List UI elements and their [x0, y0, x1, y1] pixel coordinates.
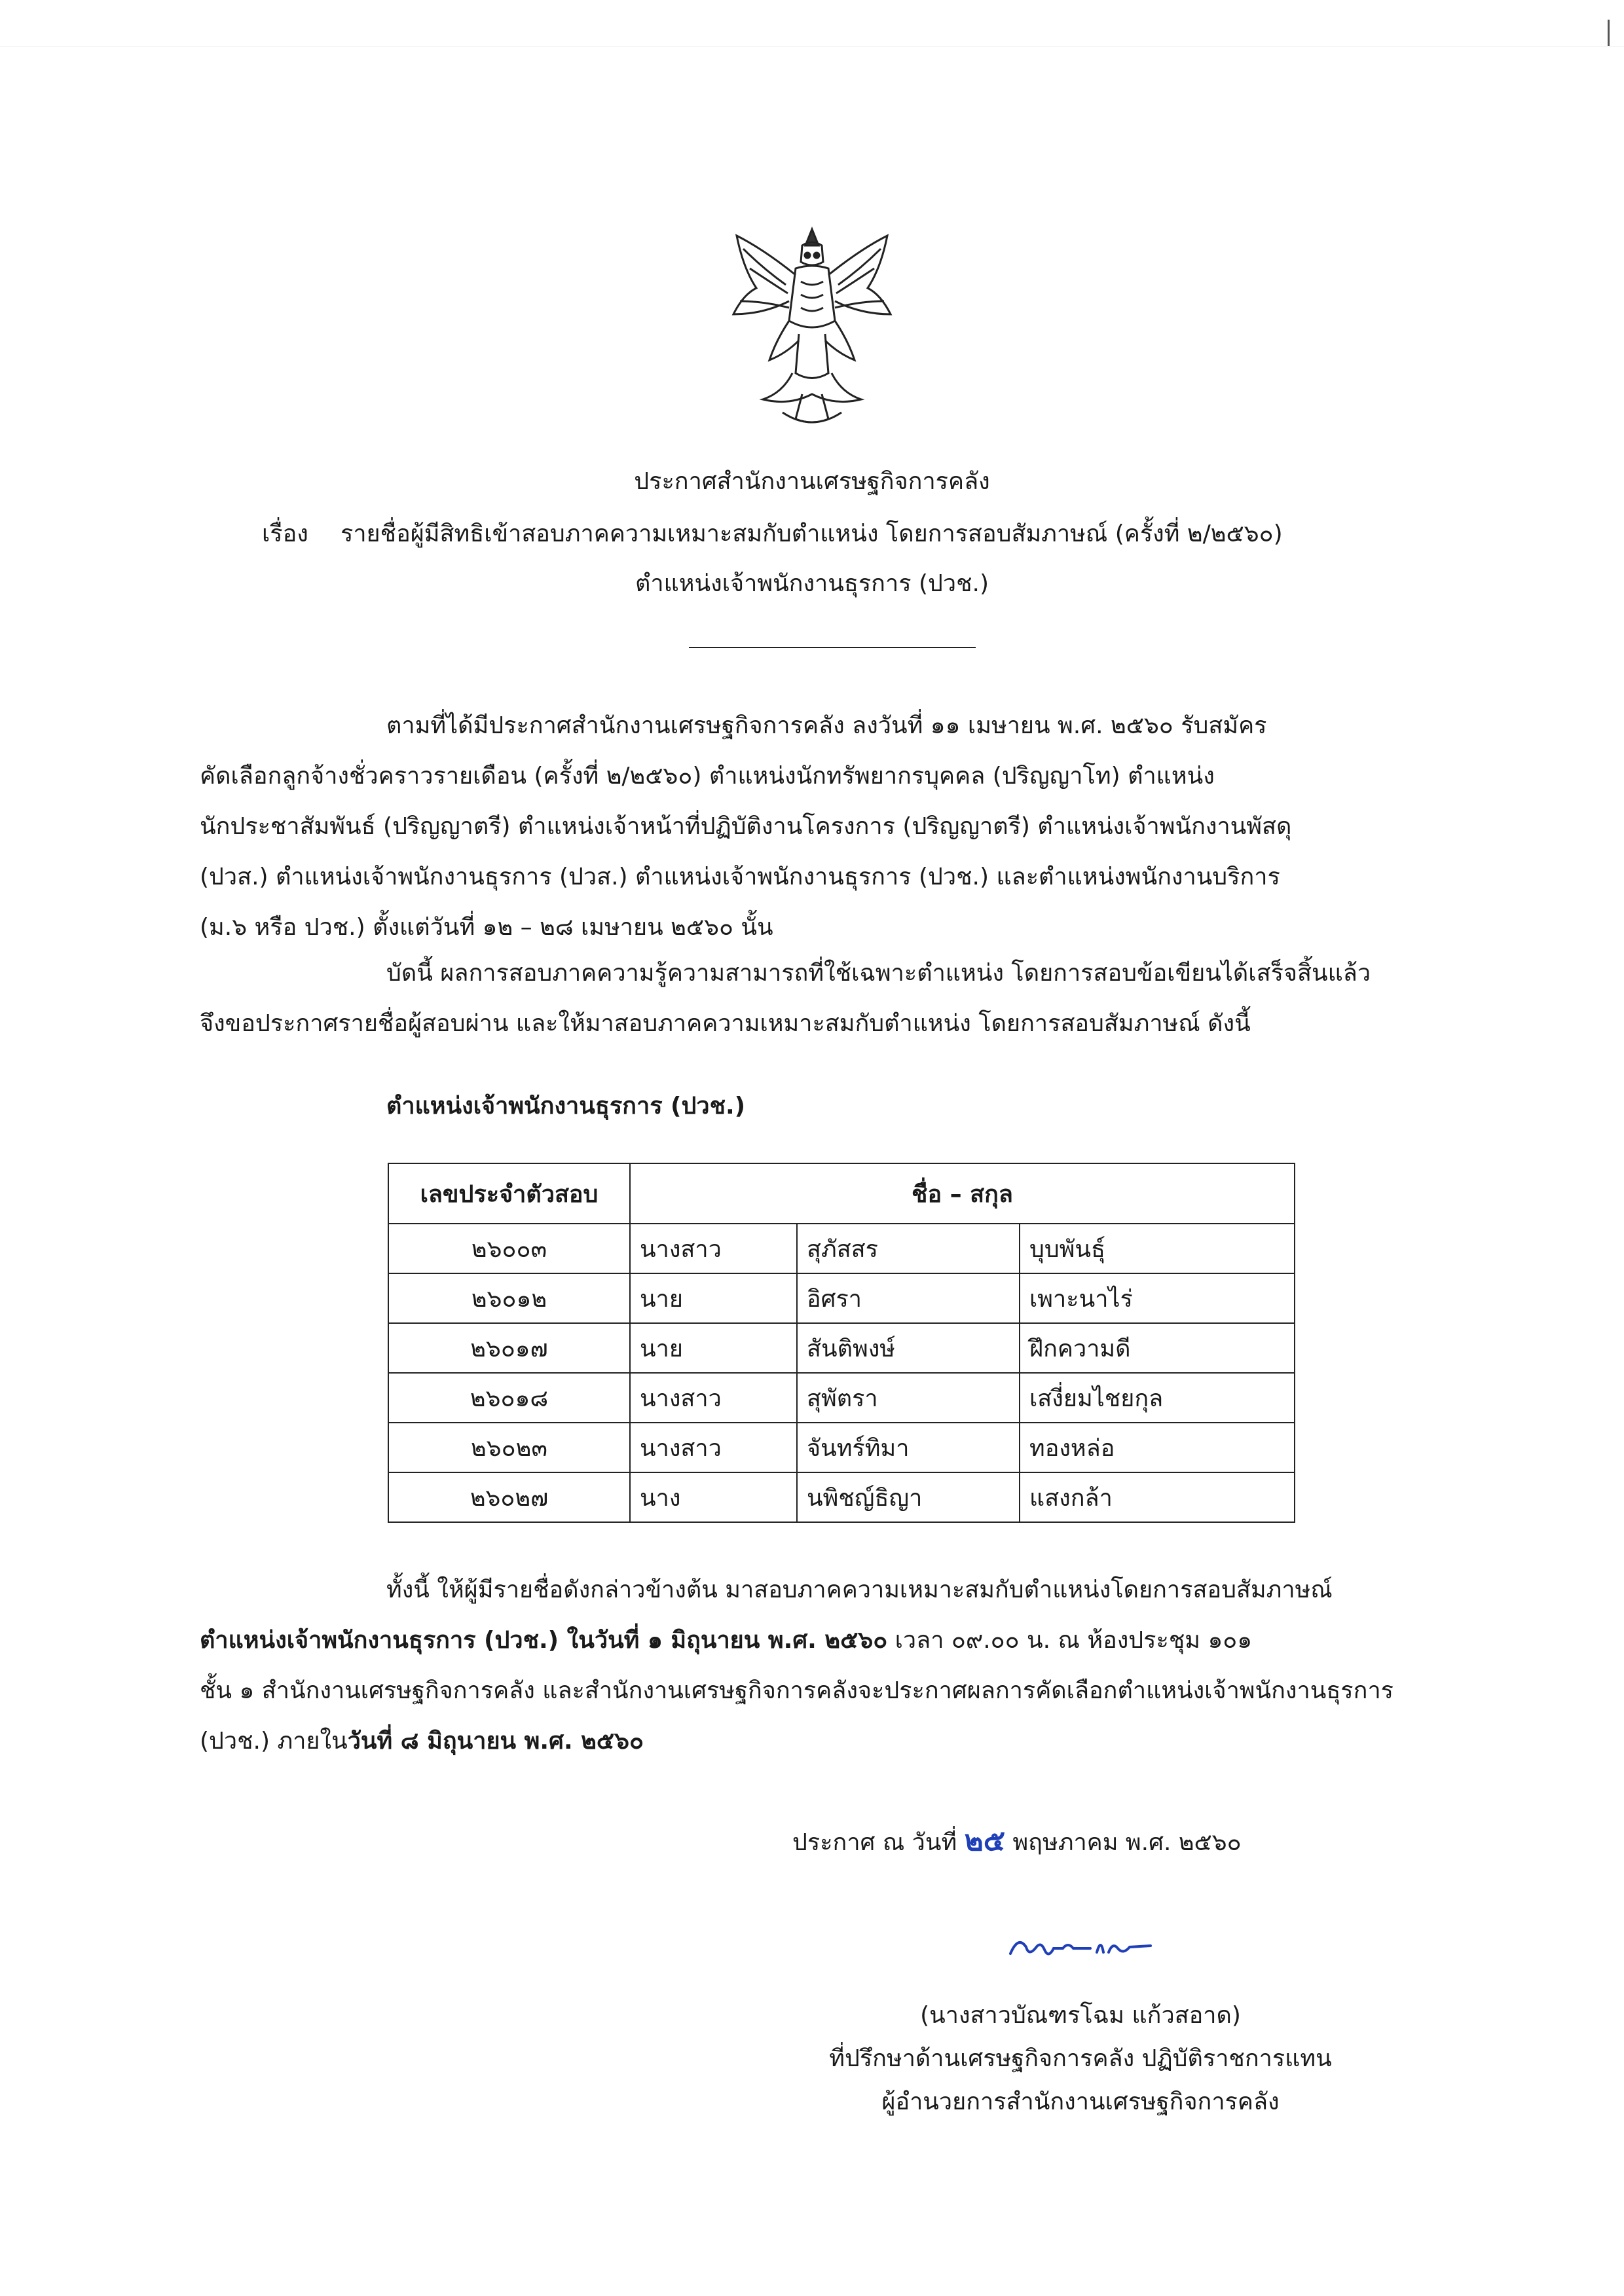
paragraph-line: คัดเลือกลูกจ้างชั่วคราวรายเดือน (ครั้งที่ ๒/๒๕๖๐) ตำแหน่งนักทรัพยากรบุคคล (ปริญญาโท) ตำแหน่ง	[200, 763, 1215, 790]
header-full-name: ชื่อ – สกุล	[630, 1163, 1295, 1224]
last-name: ฝึกความดี	[1020, 1323, 1295, 1373]
name-title: นางสาว	[630, 1224, 797, 1273]
table-row	[388, 1224, 1295, 1273]
paragraph-line: ตามที่ได้มีประกาศสำนักงานเศรษฐกิจการคลัง ลงวันที่ ๑๑ เมษายน พ.ศ. ๒๕๖๐ รับสมัคร	[386, 712, 1267, 739]
interview-date-bold: ตำแหน่งเจ้าพนักงานธุรการ (ปวช.) ในวันที่ ๑ มิถุนายน พ.ศ. ๒๕๖๐	[200, 1627, 888, 1654]
first-name: นพิชญ์ธิญา	[797, 1472, 1020, 1522]
exam-id: ๒๖๐๒๓	[388, 1423, 630, 1472]
paragraph-line: ชั้น ๑ สำนักงานเศรษฐกิจการคลัง และสำนักงานเศรษฐกิจการคลังจะประกาศผลการคัดเลือกตำแหน่งเจ้าพนักงานธุรการ	[200, 1677, 1393, 1704]
first-name: จันทร์ทิมา	[797, 1423, 1020, 1472]
paragraph-line: ทั้งนี้ ให้ผู้มีรายชื่อดังกล่าวข้างต้น มาสอบภาคความเหมาะสมกับตำแหน่งโดยการสอบสัมภาษณ์	[386, 1576, 1333, 1603]
paragraph-result	[200, 948, 1444, 1049]
paragraph-line: นักประชาสัมพันธ์ (ปริญญาตรี) ตำแหน่งเจ้าหน้าที่ปฏิบัติงานโครงการ (ปริญญาตรี) ตำแหน่งเจ้าพนักงานพัสดุ	[200, 813, 1292, 840]
announcement-agency-title: ประกาศสำนักงานเศรษฐกิจการคลัง	[634, 468, 990, 495]
last-name: เสงี่ยมไชยกุล	[1020, 1373, 1295, 1423]
table-row	[388, 1323, 1295, 1373]
table-header-row	[388, 1163, 1295, 1224]
table-row	[388, 1472, 1295, 1522]
interview-time-place: เวลา ๐๙.๐๐ น. ณ ห้องประชุม ๑๐๑	[887, 1627, 1253, 1654]
paragraph-interview	[200, 1565, 1444, 1766]
exam-id: ๒๖๐๑๗	[388, 1323, 630, 1373]
announce-day-handwritten: ๒๕	[964, 1824, 1005, 1857]
name-title: นางสาว	[630, 1373, 797, 1423]
garuda-emblem-icon	[724, 223, 900, 432]
last-name: ทองหล่อ	[1020, 1423, 1295, 1472]
paragraph-line: บัดนี้ ผลการสอบภาคความรู้ความสามารถที่ใช้เฉพาะตำแหน่ง โดยการสอบข้อเขียนได้เสร็จสิ้นแล้ว	[386, 960, 1371, 987]
paragraph-line: (ปวส.) ตำแหน่งเจ้าพนักงานธุรการ (ปวส.) ตำแหน่งเจ้าพนักงานธุรการ (ปวช.) และตำแหน่งพนักงานบริการ	[200, 864, 1280, 890]
header-divider	[689, 647, 976, 648]
paragraph-line	[200, 1615, 1444, 1666]
exam-id: ๒๖๐๑๘	[388, 1373, 630, 1423]
announcement-position: ตำแหน่งเจ้าพนักงานธุรการ (ปวช.)	[635, 570, 989, 597]
last-name: เพาะนาไร่	[1020, 1273, 1295, 1323]
section-title: ตำแหน่งเจ้าพนักงานธุรการ (ปวช.)	[386, 1093, 746, 1120]
announce-date	[792, 1817, 1242, 1863]
name-title: นาย	[630, 1323, 797, 1373]
result-date-bold: วันที่ ๘ มิถุนายน พ.ศ. ๒๕๖๐	[347, 1728, 644, 1755]
announce-pre: ประกาศ ณ วันที่	[792, 1829, 957, 1856]
header-exam-id: เลขประจำตัวสอบ	[388, 1163, 630, 1224]
name-title: นาง	[630, 1472, 797, 1522]
first-name: สุพัตรา	[797, 1373, 1020, 1423]
exam-id: ๒๖๐๒๗	[388, 1472, 630, 1522]
first-name: อิศรา	[797, 1273, 1020, 1323]
exam-id: ๒๖๐๐๓	[388, 1224, 630, 1273]
paragraph-line: จึงขอประกาศรายชื่อผู้สอบผ่าน และให้มาสอบภาคความเหมาะสมกับตำแหน่ง โดยการสอบสัมภาษณ์ ดังนี้	[200, 1010, 1251, 1037]
candidate-table	[388, 1163, 1295, 1523]
paragraph-line	[200, 1716, 1444, 1766]
exam-id: ๒๖๐๑๒	[388, 1273, 630, 1323]
first-name: สันติพงษ์	[797, 1323, 1020, 1373]
paragraph-background	[200, 701, 1444, 953]
paragraph-line: (ม.๖ หรือ ปวช.) ตั้งแต่วันที่ ๑๒ – ๒๘ เมษายน ๒๕๖๐ นั้น	[200, 914, 773, 941]
signatory-name: (นางสาวบัณฑรโฉม แก้วสอาด)	[920, 2002, 1241, 2029]
result-prefix: (ปวช.) ภายใน	[200, 1728, 348, 1755]
announcement-subject	[262, 515, 1283, 552]
scan-edge-mark	[1608, 20, 1610, 46]
subject-text: รายชื่อผู้มีสิทธิเข้าสอบภาคความเหมาะสมกับตำแหน่ง โดยการสอบสัมภาษณ์ (ครั้งที่ ๒/๒๕๖๐)	[341, 520, 1283, 547]
announce-month-year: พฤษภาคม พ.ศ. ๒๕๖๐	[1012, 1829, 1242, 1856]
name-title: นางสาว	[630, 1423, 797, 1472]
table-row	[388, 1423, 1295, 1472]
last-name: บุบพันธุ์	[1020, 1224, 1295, 1273]
table-row	[388, 1373, 1295, 1423]
table-row	[388, 1273, 1295, 1323]
handwritten-signature-icon	[1005, 1922, 1156, 1968]
name-title: นาย	[630, 1273, 797, 1323]
signatory-title: ผู้อำนวยการสำนักงานเศรษฐกิจการคลัง	[881, 2088, 1280, 2115]
last-name: แสงกล้า	[1020, 1472, 1295, 1522]
first-name: สุภัสสร	[797, 1224, 1020, 1273]
signatory-role: ที่ปรึกษาด้านเศรษฐกิจการคลัง ปฏิบัติราชการแทน	[829, 2045, 1332, 2072]
subject-label: เรื่อง	[262, 520, 308, 547]
